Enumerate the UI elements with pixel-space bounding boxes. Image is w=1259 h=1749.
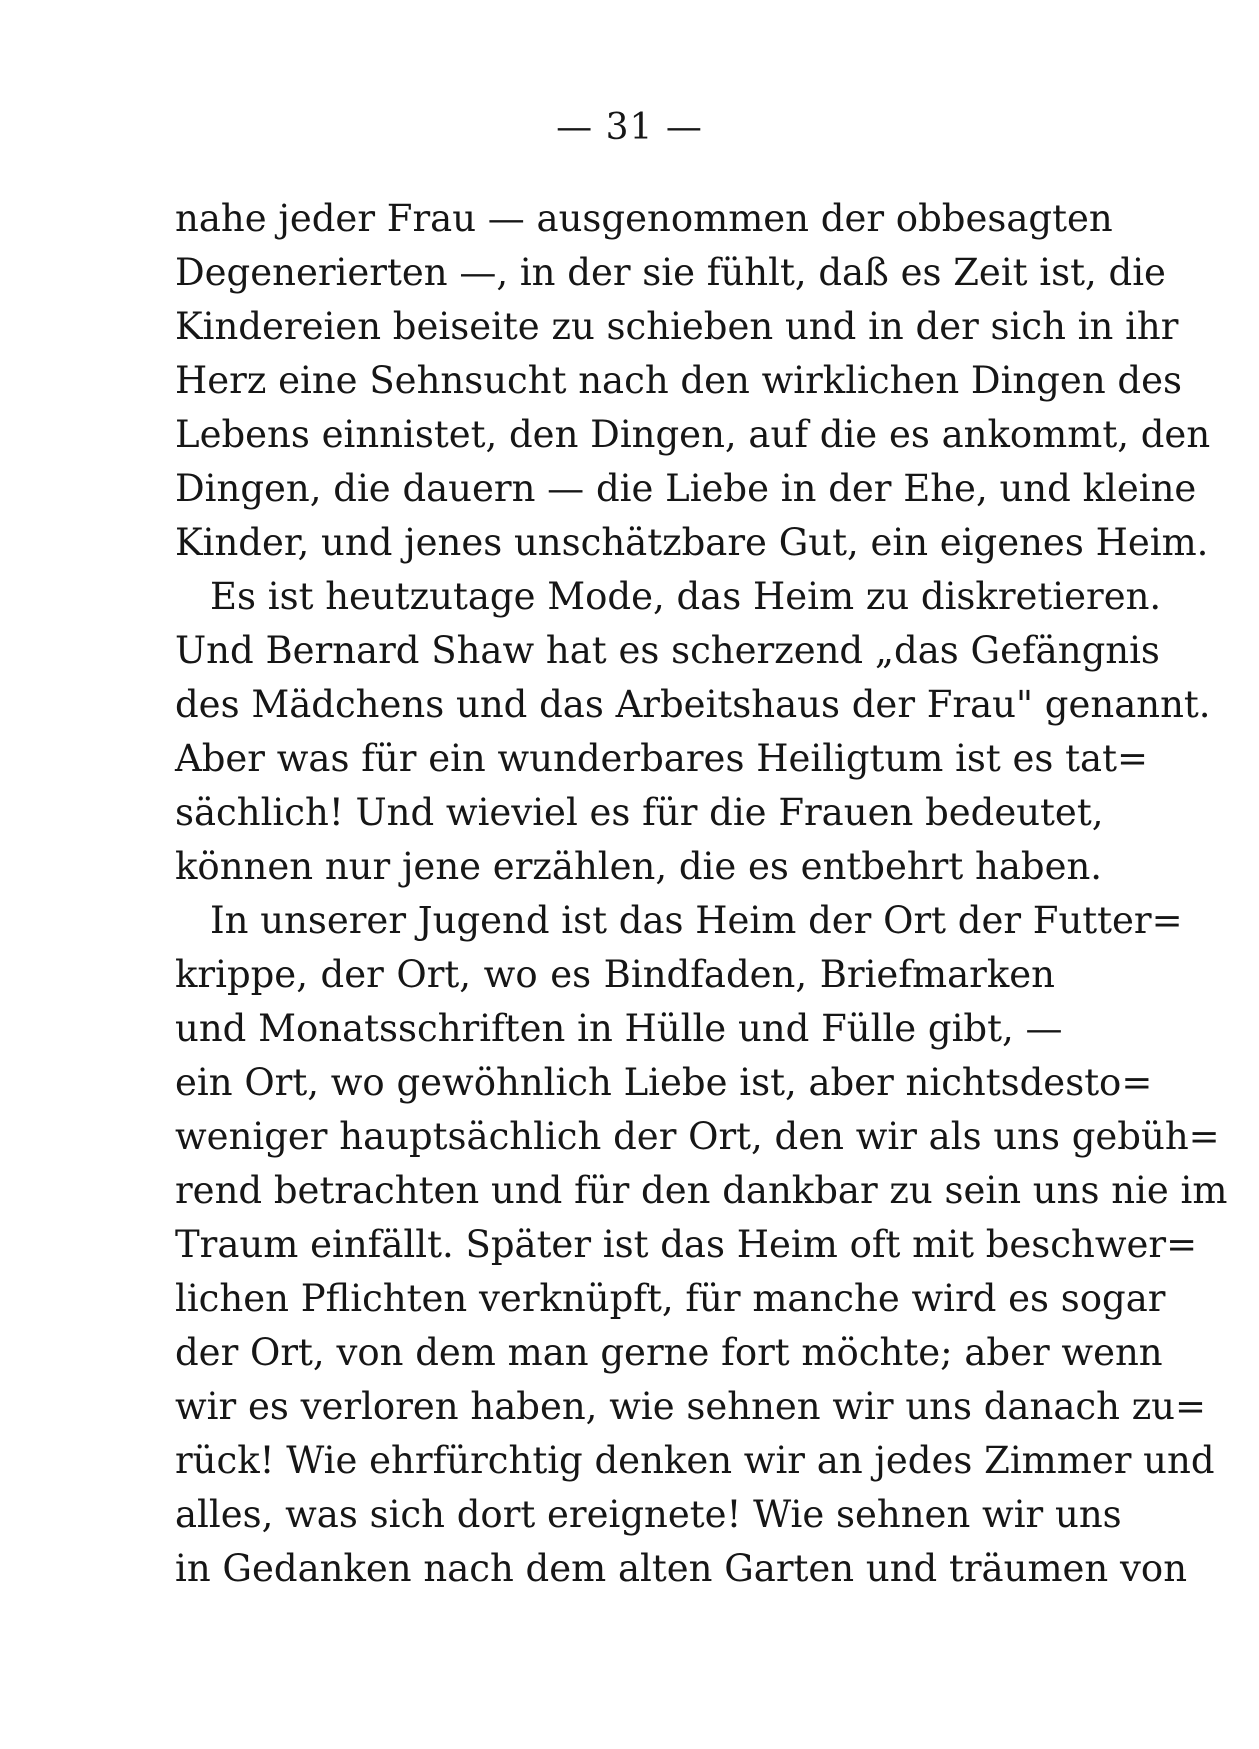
- text-line: und Monatsschriften in Hülle und Fülle gibt, —: [175, 1007, 1063, 1050]
- text-line: Und Bernard Shaw hat es scherzend „das Gefängnis: [175, 629, 1160, 672]
- text-line: wir es verloren haben, wie sehnen wir uns danach zu=: [175, 1385, 1207, 1428]
- text-line: Lebens einnistet, den Dingen, auf die es ankommt, den: [175, 413, 1211, 456]
- text-line: Dingen, die dauern — die Liebe in der Ehe, und kleine: [175, 467, 1197, 510]
- page-number: — 31 —: [556, 107, 703, 148]
- text-line: lichen Pflichten verknüpft, für manche wird es sogar: [175, 1277, 1166, 1320]
- text-line: Herz eine Sehnsucht nach den wirklichen Dingen des: [175, 359, 1182, 402]
- text-line: der Ort, von dem man gerne fort möchte; aber wenn: [175, 1331, 1163, 1374]
- text-line: nahe jeder Frau — ausgenommen der obbesagten: [175, 197, 1113, 240]
- text-line: Kindereien beiseite zu schieben und in der sich in ihr: [175, 305, 1179, 348]
- text-line: in Gedanken nach dem alten Garten und träumen von: [175, 1547, 1188, 1590]
- text-line: ein Ort, wo gewöhnlich Liebe ist, aber nichtsdesto=: [175, 1061, 1153, 1104]
- text-line: können nur jene erzählen, die es entbehrt haben.: [175, 845, 1103, 888]
- text-line: Kinder, und jenes unschätzbare Gut, ein eigenes Heim.: [175, 521, 1209, 564]
- text-line: rend betrachten und für den dankbar zu sein uns nie im: [175, 1169, 1228, 1212]
- text-line: alles, was sich dort ereignete! Wie sehnen wir uns: [175, 1493, 1122, 1536]
- text-line: weniger hauptsächlich der Ort, den wir als uns gebüh=: [175, 1115, 1220, 1158]
- text-line: sächlich! Und wieviel es für die Frauen bedeutet,: [175, 791, 1104, 834]
- text-line: krippe, der Ort, wo es Bindfaden, Briefmarken: [175, 953, 1055, 996]
- text-line: Degenerierten —, in der sie fühlt, daß es Zeit ist, die: [175, 251, 1166, 294]
- text-line: Aber was für ein wunderbares Heiligtum ist es tat=: [175, 737, 1148, 780]
- text-line: In unserer Jugend ist das Heim der Ort der Futter=: [210, 899, 1183, 942]
- text-line: des Mädchens und das Arbeitshaus der Frau" genannt.: [175, 683, 1211, 726]
- text-line: Traum einfällt. Später ist das Heim oft mit beschwer=: [175, 1223, 1198, 1266]
- text-line: rück! Wie ehrfürchtig denken wir an jedes Zimmer und: [175, 1439, 1215, 1482]
- text-line: Es ist heutzutage Mode, das Heim zu diskretieren.: [210, 575, 1162, 618]
- body-text: [175, 192, 1228, 1596]
